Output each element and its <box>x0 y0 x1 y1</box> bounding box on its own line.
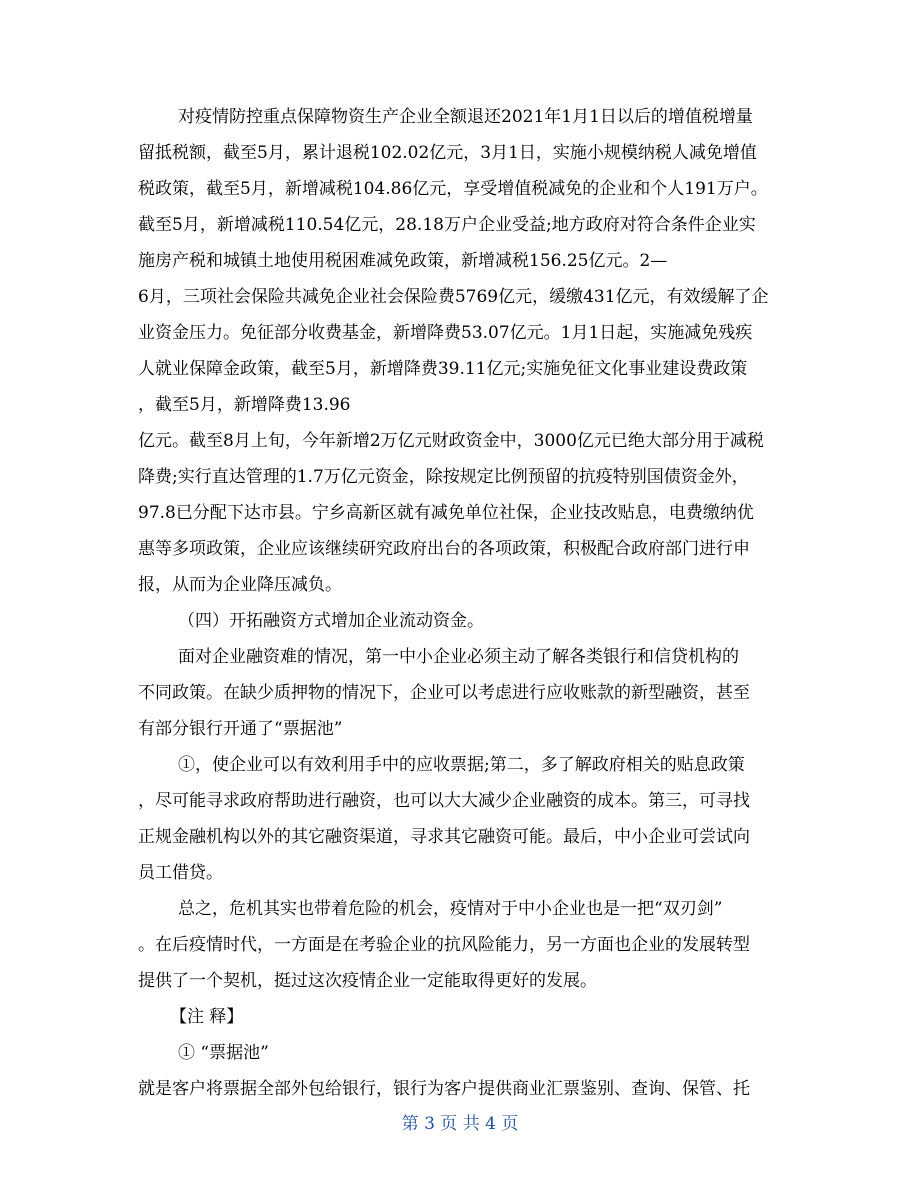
text-line: 施房产税和城镇土地使用税困难减免政策，新增减税156.25亿元。2— <box>138 251 668 271</box>
text-line: 报，从而为企业降压减负。 <box>138 575 342 595</box>
text-line: 总之，危机其实也带着危险的机会，疫情对于中小企业也是一把“双刃剑” <box>178 899 723 919</box>
text-line: 留抵税额，截至5月，累计退税102.02亿元，3月1日，实施小规模纳税人减免增值 <box>138 143 757 163</box>
text-line: 降费;实行直达管理的1.7万亿元资金，除按规定比例预留的抗疫特别国债资金外， <box>138 467 749 487</box>
text-line: 惠等多项政策，企业应该继续研究政府出台的各项政策，积极配合政府部门进行申 <box>138 539 750 559</box>
text-line: 97.8已分配下达市县。宁乡高新区就有减免单位社保，企业技改贴息，电费缴纳优 <box>138 503 754 523</box>
text-line: 就是客户将票据全部外包给银行，银行为客户提供商业汇票鉴别、查询、保管、托 <box>138 1079 750 1099</box>
text-line: 。在后疫情时代，一方面是在考验企业的抗风险能力，另一方面也企业的发展转型 <box>138 935 750 955</box>
text-line: ，截至5月，新增降费13.96 <box>138 395 351 415</box>
text-line: 正规金融机构以外的其它融资渠道，寻求其它融资可能。最后，中小企业可尝试向 <box>138 827 750 847</box>
text-line: 截至5月，新增减税110.54亿元，28.18万户企业受益;地方政府对符合条件企业实 <box>138 215 756 235</box>
text-line: 对疫情防控重点保障物资生产企业全额退还2021年1月1日以后的增值税增量 <box>178 107 753 127</box>
note-item: ① “票据池” <box>178 1043 269 1063</box>
text-line: 有部分银行开通了“票据池” <box>138 719 343 739</box>
text-line: ①，使企业可以有效利用手中的应收票据;第二，多了解政府相关的贴息政策 <box>178 755 745 775</box>
text-line: 亿元。截至8月上旬，今年新增2万亿元财政资金中，3000亿元已绝大部分用于减税 <box>138 431 764 451</box>
text-line: 人就业保障金政策，截至5月，新增降费39.11亿元;实施免征文化事业建设费政策 <box>138 359 748 379</box>
page-number-footer: 第 3 页 共 4 页 <box>401 1114 519 1134</box>
text-line: 面对企业融资难的情况，第一中小企业必须主动了解各类银行和信贷机构的 <box>178 647 739 667</box>
text-line: 业资金压力。免征部分收费基金，新增降费53.07亿元。1月1日起，实施减免残疾 <box>138 323 753 343</box>
notes-heading: 【注 释】 <box>170 1007 244 1027</box>
text-line: 税政策，截至5月，新增减税104.86亿元，享受增值税减免的企业和个人191万户。 <box>138 179 768 199</box>
text-line: ，尽可能寻求政府帮助进行融资，也可以大大减少企业融资的成本。第三，可寻找 <box>138 791 750 811</box>
text-line: 提供了一个契机，挺过这次疫情企业一定能取得更好的发展。 <box>138 971 597 991</box>
section-heading: （四）开拓融资方式增加企业流动资金。 <box>178 611 484 631</box>
text-line: 6月，三项社会保险共减免企业社会保险费5769亿元，缓缴431亿元，有效缓解了企 <box>138 287 769 307</box>
text-line: 不同政策。在缺少质押物的情况下，企业可以考虑进行应收账款的新型融资，甚至 <box>138 683 750 703</box>
text-line: 员工借贷。 <box>138 863 223 883</box>
